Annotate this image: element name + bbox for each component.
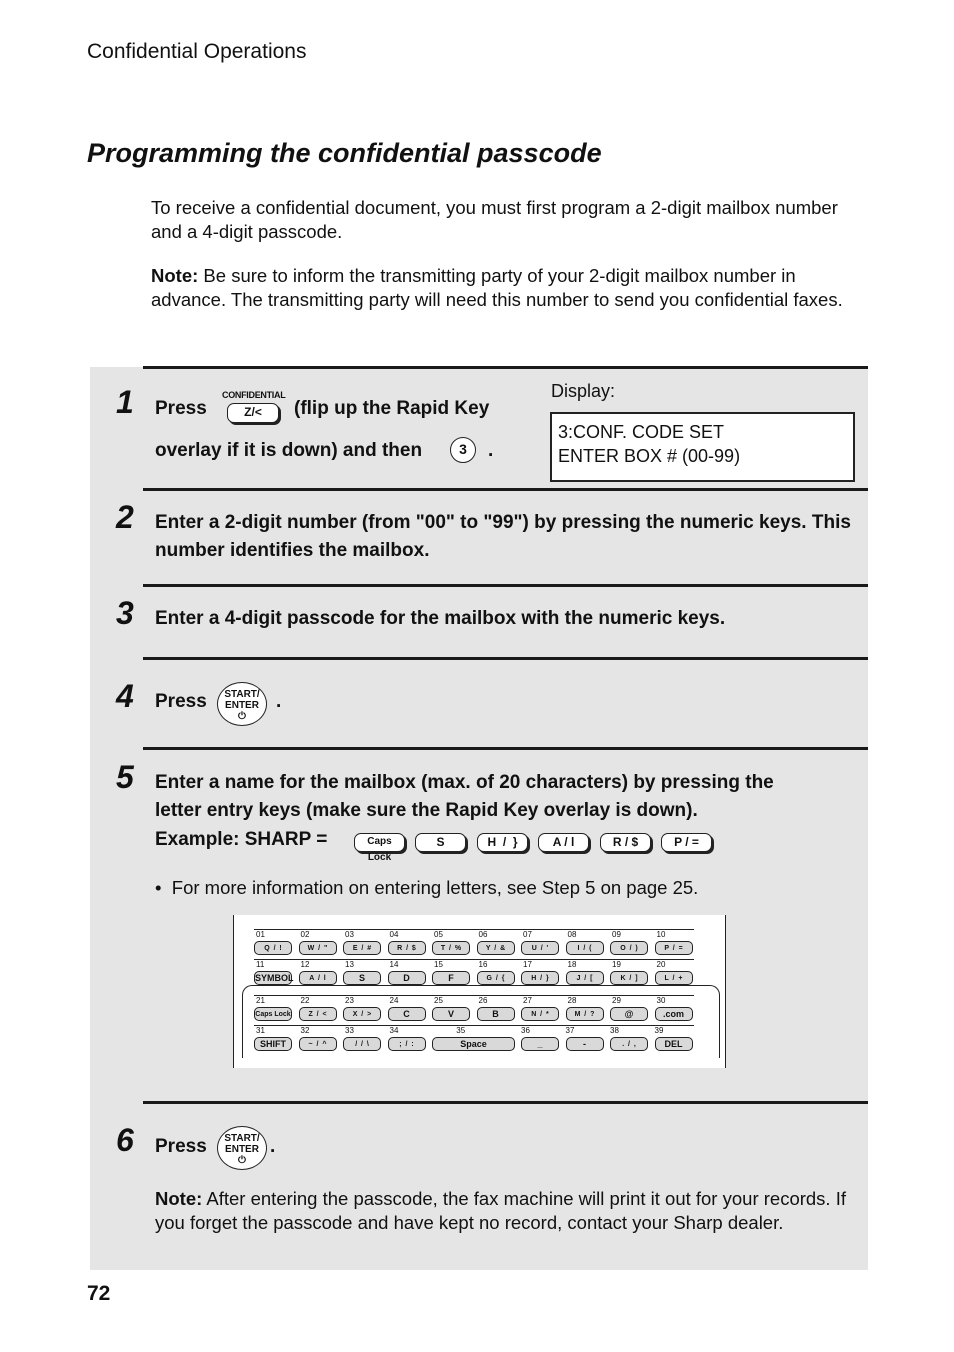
keyboard-key-number: 31: [256, 1026, 265, 1035]
keyboard-key: Caps Lock: [254, 1007, 292, 1021]
keyboard-key: R / $: [388, 941, 426, 955]
keyboard-key: S: [343, 971, 381, 985]
step-number-2: 2: [116, 499, 134, 535]
power-icon: ⏻: [238, 711, 246, 722]
keyboard-key-number: 02: [300, 930, 310, 939]
keyboard-key-number: 26: [478, 996, 488, 1005]
keyboard-key: Q / !: [254, 941, 292, 955]
keyboard-diagram: [233, 915, 726, 1068]
step5-line1: Enter a name for the mailbox (max. of 20 characters) by pressing the: [155, 772, 774, 793]
keyboard-key-number: 35: [456, 1026, 466, 1035]
step1-line2: overlay if it is down) and then: [155, 440, 423, 461]
keyboard-key: Y / &: [477, 941, 515, 955]
keyboard-key: U / ': [521, 941, 559, 955]
keyboard-key: H / }: [521, 971, 559, 985]
keyboard-key-number: 15: [434, 960, 443, 969]
keyboard-key: T / %: [432, 941, 470, 955]
keyboard-key-number: 11: [256, 960, 265, 969]
page-number: 72: [87, 1282, 111, 1305]
keyboard-key: L / +: [655, 971, 693, 985]
step2-text: Enter a 2-digit number (from "00" to "99") by pressing the numeric keys. This number identifies the mailbox.: [155, 512, 851, 561]
step6-period: .: [270, 1136, 276, 1157]
note-passcode: [155, 1187, 855, 1235]
confidential-key-label: CONFIDENTIAL: [222, 390, 286, 400]
step1-flip-text: (flip up the Rapid Key: [294, 398, 490, 419]
keyboard-key-number: 23: [345, 996, 354, 1005]
p-key: P / =: [661, 833, 712, 852]
divider: [143, 747, 868, 750]
keyboard-key: / / \: [343, 1037, 381, 1051]
keyboard-key-number: 07: [523, 930, 532, 939]
section-header: Confidential Operations: [87, 40, 307, 63]
step1-press: Press: [155, 398, 207, 419]
step-number-5: 5: [116, 759, 134, 795]
step5-line2: letter entry keys (make sure the Rapid Key overlay is down).: [155, 800, 698, 821]
lcd-display: [550, 412, 855, 482]
keyboard-key-number: 18: [567, 960, 577, 969]
keyboard-key-number: 08: [567, 930, 577, 939]
bullet-icon: •: [155, 877, 172, 898]
h-key: H / }: [477, 833, 528, 852]
keyboard-key: ~ / ^: [299, 1037, 337, 1051]
keyboard-key-number: 04: [389, 930, 399, 939]
step1-period: .: [488, 440, 494, 461]
note-label: Note:: [151, 265, 199, 286]
keyboard-key: N / *: [521, 1007, 559, 1021]
keyboard-key: .com: [655, 1007, 693, 1021]
overlay-outline: [242, 985, 720, 1058]
keyboard-key: V: [432, 1007, 470, 1021]
keyboard-key: C: [388, 1007, 426, 1021]
page-title: Programming the confidential passcode: [87, 138, 602, 168]
keyboard-row-line: [254, 959, 694, 960]
keyboard-key-number: 32: [300, 1026, 310, 1035]
keyboard-key-number: 03: [345, 930, 354, 939]
keyboard-key: DEL: [655, 1037, 693, 1051]
keyboard-key: O / ): [610, 941, 648, 955]
keyboard-key: D: [388, 971, 426, 985]
keyboard-key: J / [: [566, 971, 604, 985]
note-text: After entering the passcode, the fax machine will print it out for your records. If you forget the passcode and have kept no record, contact your Sharp dealer.: [155, 1188, 846, 1233]
note-label: Note:: [155, 1188, 203, 1209]
keyboard-key-number: 10: [656, 930, 666, 939]
keyboard-key: @: [610, 1007, 648, 1021]
r-key: R / $: [600, 833, 651, 852]
keyboard-key-number: 20: [656, 960, 666, 969]
keyboard-key-number: 09: [612, 930, 621, 939]
step4-press: Press: [155, 691, 207, 712]
keyboard-key: B: [477, 1007, 515, 1021]
keyboard-key: X / >: [343, 1007, 381, 1021]
step6-press: Press: [155, 1136, 207, 1157]
keyboard-key: Space: [432, 1037, 515, 1051]
keyboard-key: -: [566, 1037, 604, 1051]
bullet-text: For more information on entering letters, see Step 5 on page 25.: [171, 877, 699, 898]
keyboard-key-number: 37: [565, 1026, 575, 1035]
keyboard-row-line: [254, 929, 694, 930]
keyboard-key: M / ?: [566, 1007, 604, 1021]
keyboard-key: SHIFT: [254, 1037, 292, 1051]
keyboard-key-number: 14: [389, 960, 399, 969]
enter-label: ENTER: [225, 1144, 259, 1155]
keyboard-key-number: 06: [478, 930, 488, 939]
lcd-line-2: ENTER BOX # (00-99): [558, 446, 741, 466]
keyboard-key: SYMBOL: [255, 973, 294, 983]
note-advance: [151, 264, 851, 312]
keyboard-key: K / ]: [610, 971, 648, 985]
keyboard-key-number: 17: [523, 960, 532, 969]
lcd-line-1: 3:CONF. CODE SET: [558, 422, 725, 442]
keyboard-key-number: 29: [612, 996, 621, 1005]
keyboard-key: W / ": [299, 941, 337, 955]
start-enter-key: [217, 1126, 267, 1170]
start-enter-key: [217, 682, 267, 726]
keyboard-key: _: [521, 1037, 559, 1051]
a-key: A / l: [538, 833, 589, 852]
keyboard-key: . / ,: [610, 1037, 648, 1051]
keyboard-key-number: 34: [389, 1026, 399, 1035]
keyboard-key: G / {: [477, 971, 515, 985]
divider: [143, 1101, 868, 1104]
keyboard-key: Z / <: [299, 1007, 337, 1021]
bullet-info: [155, 877, 698, 899]
keyboard-key: A / l: [299, 971, 337, 985]
keyboard-key-number: 25: [434, 996, 443, 1005]
keyboard-key-number: 05: [434, 930, 443, 939]
keyboard-key-number: 22: [300, 996, 310, 1005]
keyboard-key: I / (: [566, 941, 604, 955]
keyboard-key-number: 24: [389, 996, 399, 1005]
divider: [143, 657, 868, 660]
divider: [143, 488, 868, 491]
keyboard-key-number: 01: [256, 930, 265, 939]
keyboard-key-number: 27: [523, 996, 532, 1005]
keyboard-key-number: 38: [610, 1026, 619, 1035]
keyboard-key-number: 13: [345, 960, 354, 969]
keyboard-key-number: 36: [521, 1026, 530, 1035]
intro-paragraph: To receive a confidential document, you must first program a 2-digit mailbox number and a 4-digit passcode.: [151, 197, 838, 242]
step3-text: Enter a 4-digit passcode for the mailbox with the numeric keys.: [155, 608, 726, 629]
keyboard-key-number: 21: [256, 996, 265, 1005]
keyboard-key: P / =: [655, 941, 693, 955]
keyboard-key-number: 28: [567, 996, 577, 1005]
keyboard-key: E / #: [343, 941, 381, 955]
step5-example: Example: SHARP =: [155, 829, 328, 850]
keyboard-key-number: 39: [654, 1026, 664, 1035]
caps-lock-key: Caps Lock: [354, 833, 405, 852]
keyboard-key-number: 12: [300, 960, 310, 969]
note-text: Be sure to inform the transmitting party of your 2-digit mailbox number in advance. The transmitting party will need this number to send you confidential faxes.: [151, 265, 843, 310]
step-number-6: 6: [116, 1122, 134, 1158]
keyboard-key: ; / :: [388, 1037, 426, 1051]
divider: [143, 584, 868, 587]
display-label: Display:: [551, 381, 616, 401]
step-number-4: 4: [116, 678, 134, 714]
enter-label: ENTER: [225, 700, 259, 711]
confidential-key: Z/<: [227, 403, 279, 423]
step4-period: .: [276, 691, 282, 712]
step-number-3: 3: [116, 595, 134, 631]
key-3: 3: [450, 437, 476, 463]
keyboard-key-number: 16: [478, 960, 488, 969]
keyboard-key: F: [432, 971, 470, 985]
start-label: START/: [224, 689, 260, 700]
keyboard-key-number: 33: [345, 1026, 354, 1035]
keyboard-key-number: 30: [656, 996, 666, 1005]
power-icon: ⏻: [238, 1155, 246, 1166]
keyboard-key-number: 19: [612, 960, 621, 969]
step-number-1: 1: [116, 384, 134, 420]
s-key: S: [415, 833, 466, 852]
start-label: START/: [224, 1133, 260, 1144]
divider: [143, 366, 868, 369]
